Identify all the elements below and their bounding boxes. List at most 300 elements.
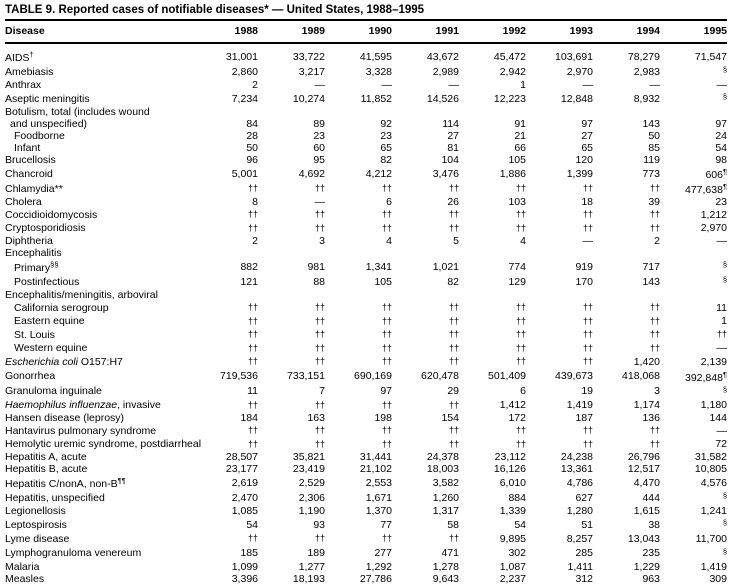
value-cell: 620,478 (421, 370, 459, 382)
value-cell: 82 (447, 275, 459, 288)
value-cell (325, 106, 392, 118)
value-cell: 81 (447, 142, 459, 154)
value-cell (593, 106, 660, 118)
value-cell: 51 (581, 518, 593, 531)
value-cell: 7 (319, 385, 325, 397)
value-cell: †† (649, 302, 660, 312)
value-cell: 18 (581, 196, 593, 208)
table-row (5, 384, 727, 399)
value-cell: †† (649, 209, 660, 219)
value-cell: 1 (520, 79, 526, 91)
value-cell: 23 (715, 196, 727, 208)
value-cell: 198 (374, 412, 392, 424)
value-cell: †† (381, 315, 392, 326)
table-row (5, 315, 727, 329)
value-cell: 104 (441, 154, 459, 166)
table-row (5, 301, 727, 315)
value-cell: †† (247, 342, 258, 353)
table-row (5, 106, 727, 118)
disease-cell: Hantavirus pulmonary syndrome (5, 424, 157, 437)
value-cell (459, 247, 526, 259)
value-cell (258, 247, 325, 259)
value-cell: †† (448, 425, 459, 435)
value-cell: †† (448, 329, 459, 339)
value-cell (392, 289, 459, 301)
value-cell: †† (381, 182, 392, 193)
value-cell: — (716, 424, 727, 437)
value-cell: 23 (313, 130, 325, 142)
value-cell: 2,970 (700, 222, 727, 235)
value-cell: 13,361 (560, 463, 593, 475)
value-cell: †† (515, 438, 526, 449)
value-cell: 8,932 (633, 92, 660, 105)
value-cell: 418,068 (622, 370, 660, 382)
disease-cell: Malaria (5, 560, 40, 573)
value-cell: 439,673 (555, 370, 593, 382)
value-cell: 23,177 (225, 463, 258, 475)
value-cell: 54 (715, 142, 727, 154)
value-cell: 1,412 (499, 399, 526, 412)
value-cell: †† (314, 533, 325, 543)
disease-cell: Hepatitis A, acute (5, 451, 87, 463)
value-cell: 392,848¶ (685, 369, 727, 384)
value-cell: †† (247, 222, 258, 233)
value-cell: †† (247, 315, 258, 326)
value-cell: 3,328 (365, 65, 392, 78)
table-row (5, 463, 727, 475)
value-cell: †† (381, 342, 392, 353)
value-cell: 302 (508, 547, 526, 559)
value-cell: †† (448, 356, 459, 366)
value-cell: †† (448, 209, 459, 219)
value-cell: 884 (508, 491, 526, 504)
value-cell: 2,942 (499, 65, 526, 78)
value-cell: 4,212 (365, 167, 392, 180)
value-cell: — (314, 196, 325, 208)
value-cell: †† (381, 356, 392, 366)
disease-cell: Eastern equine (14, 315, 85, 328)
value-cell: 717 (642, 260, 660, 273)
value-cell: †† (582, 222, 593, 233)
value-cell: †† (582, 182, 593, 193)
value-cell: †† (515, 329, 526, 339)
value-cell: 3 (319, 235, 325, 247)
table-row (5, 222, 727, 236)
table-row (5, 154, 727, 166)
value-cell: †† (314, 182, 325, 193)
value-cell: 719,536 (220, 370, 258, 382)
column-header-year: 1993 (526, 20, 593, 43)
value-cell: 981 (307, 260, 325, 273)
value-cell: — (448, 79, 459, 91)
value-cell: 285 (575, 547, 593, 559)
value-cell: 19 (581, 385, 593, 397)
value-cell: — (649, 79, 660, 91)
table-title: TABLE 9. Reported cases of notifiable diseases* — United States, 1988–1995 (5, 4, 425, 16)
disease-cell: Hepatitis, unspecified (5, 491, 105, 504)
value-cell: 1,370 (365, 505, 392, 517)
table-row (5, 517, 727, 532)
value-cell: 12,223 (493, 92, 526, 105)
value-cell: †† (716, 329, 727, 339)
value-cell: 1,399 (566, 167, 593, 180)
value-cell: †† (582, 438, 593, 449)
value-cell: 963 (642, 572, 660, 585)
value-cell: †† (582, 209, 593, 219)
column-header-year: 1991 (392, 20, 459, 43)
value-cell: 1,419 (566, 399, 593, 412)
value-cell: 105 (374, 275, 392, 288)
value-cell: †† (448, 315, 459, 326)
value-cell: 3,476 (432, 167, 459, 180)
value-cell: 95 (313, 154, 325, 166)
value-cell: †† (381, 222, 392, 233)
value-cell: 50 (648, 130, 660, 142)
table-row (5, 259, 727, 274)
value-cell: †† (582, 342, 593, 353)
value-cell: 38 (648, 518, 660, 531)
value-cell: †† (649, 315, 660, 326)
value-cell: 103 (508, 196, 526, 208)
column-header-year: 1992 (459, 20, 526, 43)
value-cell: 35,821 (292, 451, 325, 463)
value-cell: †† (381, 209, 392, 219)
value-cell: †† (314, 438, 325, 449)
value-cell: 65 (581, 142, 593, 154)
disease-cell: Primary§§ (14, 260, 59, 274)
value-cell: †† (314, 356, 325, 366)
value-cell: 92 (380, 118, 392, 130)
value-cell: †† (314, 222, 325, 233)
value-cell: 3,582 (432, 476, 459, 489)
value-cell: †† (515, 356, 526, 366)
table-row (5, 118, 727, 130)
disease-cell: Diphtheria (5, 235, 53, 247)
value-cell (258, 289, 325, 301)
value-cell: 2,970 (566, 65, 593, 78)
value-cell: †† (649, 342, 660, 353)
table-row (5, 412, 727, 424)
value-cell: 1,229 (633, 560, 660, 573)
value-cell: 50 (246, 142, 258, 154)
value-cell: 2,860 (231, 65, 258, 78)
value-cell: 28,507 (225, 451, 258, 463)
value-cell: 2 (654, 235, 660, 247)
value-cell: 10,805 (694, 463, 727, 475)
value-cell (392, 247, 459, 259)
value-cell: 89 (313, 118, 325, 130)
header-row (5, 20, 727, 43)
value-cell (191, 106, 258, 118)
value-cell: 1,419 (700, 560, 727, 573)
value-cell: 2,529 (298, 476, 325, 489)
value-cell: 6,010 (499, 476, 526, 489)
value-cell: 1,615 (633, 505, 660, 517)
value-cell: 23,112 (494, 451, 526, 463)
value-cell: 163 (307, 412, 325, 424)
value-cell: †† (649, 329, 660, 339)
value-cell: 690,169 (354, 370, 392, 382)
value-cell: 627 (575, 491, 593, 504)
value-cell: †† (247, 329, 258, 339)
value-cell: †† (247, 182, 258, 193)
value-cell: 60 (313, 142, 325, 154)
value-cell: 12,848 (560, 92, 593, 105)
table-row (5, 546, 727, 561)
value-cell: 85 (648, 142, 660, 154)
value-cell: †† (582, 302, 593, 312)
value-cell: 31,582 (694, 451, 727, 463)
value-cell: 121 (240, 275, 258, 288)
value-cell: § (722, 518, 727, 527)
value-cell: 2,306 (298, 491, 325, 504)
value-cell: †† (448, 182, 459, 193)
value-cell: 27 (581, 130, 593, 142)
value-cell: †† (247, 399, 258, 410)
table-row (5, 130, 727, 142)
value-cell: 4 (386, 235, 392, 247)
value-cell: 27,786 (359, 572, 392, 585)
value-cell: 2,619 (231, 476, 258, 489)
value-cell: 9,643 (432, 572, 459, 585)
value-cell: 154 (441, 412, 459, 424)
value-cell: § (722, 65, 727, 74)
disease-cell: Escherichia coli O157:H7 (5, 355, 123, 368)
value-cell: 312 (575, 572, 593, 585)
value-cell: 187 (575, 412, 593, 424)
value-cell: 1,278 (432, 560, 459, 573)
value-cell: 3,217 (298, 65, 325, 78)
value-cell: †† (247, 209, 258, 219)
value-cell: 13,043 (627, 532, 660, 545)
value-cell: †† (582, 356, 593, 366)
disease-cell: Anthrax (5, 79, 42, 91)
value-cell: 2 (252, 235, 258, 247)
value-cell (526, 247, 593, 259)
value-cell: †† (247, 438, 258, 449)
value-cell: 65 (380, 142, 392, 154)
value-cell: †† (515, 222, 526, 233)
table-row (5, 235, 727, 247)
value-cell: †† (515, 342, 526, 353)
table-row (5, 181, 727, 196)
table-row (5, 166, 727, 181)
value-cell: 444 (642, 491, 660, 504)
value-cell: 1,241 (700, 505, 727, 517)
value-cell: 88 (313, 275, 325, 288)
value-cell (392, 106, 459, 118)
value-cell: 43,672 (426, 50, 459, 63)
disease-cell: Infant (14, 142, 41, 154)
value-cell (191, 289, 258, 301)
value-cell: 18,193 (292, 572, 325, 585)
value-cell: 1,021 (432, 260, 459, 273)
table-row (5, 91, 727, 106)
value-cell: †† (649, 222, 660, 233)
value-cell: 144 (709, 412, 727, 424)
value-cell: †† (381, 438, 392, 449)
value-cell: — (582, 235, 593, 247)
disease-cell: Postinfectious (14, 275, 80, 288)
disease-cell: Hepatitis C/nonA, non-B¶¶ (5, 476, 126, 490)
value-cell: 14,526 (426, 92, 459, 105)
value-cell: 277 (374, 547, 392, 559)
table-row (5, 438, 727, 452)
value-cell: — (716, 235, 727, 247)
disease-cell: and unspecified) (10, 118, 88, 130)
value-cell (325, 289, 392, 301)
value-cell: 11 (247, 385, 258, 397)
value-cell: 1,411 (567, 560, 593, 573)
value-cell (459, 289, 526, 301)
value-cell: 1,085 (231, 505, 258, 517)
value-cell: 1,339 (499, 505, 526, 517)
value-cell: § (722, 384, 727, 394)
value-cell: 3 (654, 385, 660, 397)
table-row (5, 399, 727, 413)
value-cell: 1,277 (298, 560, 325, 573)
value-cell: †† (381, 425, 392, 435)
value-cell: 18,003 (426, 463, 459, 475)
disease-cell: Western equine (14, 342, 88, 355)
value-cell: 919 (575, 260, 593, 273)
value-cell: 471 (441, 547, 459, 559)
table-row (5, 274, 727, 289)
disease-cell: AIDS† (5, 50, 34, 64)
value-cell: †† (381, 302, 392, 312)
value-cell: 84 (246, 118, 258, 130)
value-cell: 1,671 (365, 491, 392, 504)
value-cell: 477,638¶ (685, 182, 727, 196)
disease-cell: Chancroid (5, 167, 53, 180)
value-cell: 24 (715, 130, 727, 142)
value-cell: 31,441 (359, 451, 392, 463)
value-cell: †† (314, 315, 325, 326)
value-cell (593, 289, 660, 301)
value-cell: †† (247, 302, 258, 312)
value-cell: § (722, 260, 727, 269)
value-cell: 39 (648, 196, 660, 208)
value-cell: 773 (642, 167, 660, 180)
table-row (5, 369, 727, 384)
disease-cell: Lyme disease (5, 532, 70, 545)
value-cell: 882 (240, 260, 258, 273)
table-row (5, 64, 727, 79)
value-cell: 606¶ (705, 167, 727, 181)
table-row (5, 142, 727, 154)
value-cell: †† (314, 329, 325, 339)
value-cell: †† (314, 399, 325, 410)
value-cell: 21,102 (359, 463, 392, 475)
value-cell: 1,420 (633, 355, 660, 368)
value-cell: †† (381, 329, 392, 339)
value-cell: 1,212 (700, 208, 727, 221)
value-cell: †† (314, 425, 325, 435)
value-cell: †† (515, 425, 526, 435)
value-cell: — (716, 342, 727, 355)
value-cell: 78,279 (627, 50, 660, 63)
value-cell: †† (448, 222, 459, 233)
value-cell: †† (582, 315, 593, 326)
value-cell: 4,470 (633, 476, 660, 489)
value-cell (459, 106, 526, 118)
table-row (5, 289, 727, 301)
value-cell: 105 (508, 154, 526, 166)
table-row (5, 475, 727, 490)
disease-cell: Hemolytic uremic syndrome, postdiarrheal (5, 438, 202, 451)
value-cell: †† (448, 399, 459, 410)
value-cell: 26 (447, 196, 459, 208)
value-cell: 72 (715, 438, 727, 451)
disease-cell: Chlamydia** (5, 182, 63, 195)
value-cell: 27 (447, 130, 459, 142)
value-cell: 2,470 (231, 491, 258, 504)
disease-cell: Legionellosis (5, 505, 66, 517)
value-cell: 1,190 (298, 505, 325, 517)
value-cell: 54 (514, 518, 526, 531)
value-cell: — (582, 79, 593, 91)
value-cell: 91 (514, 118, 526, 130)
disease-cell: Hansen disease (leprosy) (5, 412, 125, 424)
value-cell: 1 (721, 315, 727, 328)
value-cell: 733,151 (287, 370, 325, 382)
value-cell: †† (448, 438, 459, 449)
value-cell: †† (381, 533, 392, 543)
value-cell: 4,786 (566, 476, 593, 489)
disease-cell: Hepatitis B, acute (5, 463, 88, 475)
value-cell: 54 (246, 518, 258, 531)
value-cell: 103,691 (555, 50, 593, 63)
value-cell: — (314, 79, 325, 91)
disease-cell: Granuloma inguinale (5, 385, 102, 397)
value-cell: 184 (240, 412, 258, 424)
disease-cell: Encephalitis (5, 247, 62, 259)
value-cell: 31,001 (225, 50, 258, 63)
value-cell: †† (515, 315, 526, 326)
table-body (5, 43, 727, 585)
value-cell: 96 (246, 154, 258, 166)
value-cell: 97 (715, 118, 727, 130)
value-cell: — (381, 79, 392, 91)
value-cell: †† (515, 209, 526, 219)
value-cell: 309 (709, 572, 727, 585)
value-cell: 58 (447, 518, 459, 531)
value-cell: 2,139 (700, 355, 727, 368)
value-cell: 143 (642, 118, 660, 130)
value-cell: 71,547 (694, 50, 727, 63)
value-cell: 11,700 (695, 532, 727, 545)
value-cell (660, 106, 727, 118)
disease-cell: Brucellosis (5, 154, 56, 166)
value-cell: 1,292 (365, 560, 392, 573)
value-cell (258, 106, 325, 118)
value-cell: 5,001 (231, 167, 258, 180)
value-cell: 3,396 (231, 572, 258, 585)
value-cell: 66 (514, 142, 526, 154)
value-cell (325, 247, 392, 259)
value-cell: 29 (447, 385, 459, 397)
value-cell: †† (381, 399, 392, 410)
value-cell: 6 (520, 385, 526, 397)
value-cell: 6 (386, 196, 392, 208)
table-row (5, 43, 727, 64)
value-cell: 33,722 (292, 50, 325, 63)
value-cell (660, 289, 727, 301)
value-cell: †† (247, 425, 258, 435)
value-cell: 119 (643, 154, 660, 166)
value-cell: 8 (252, 196, 258, 208)
table-row (5, 196, 727, 208)
